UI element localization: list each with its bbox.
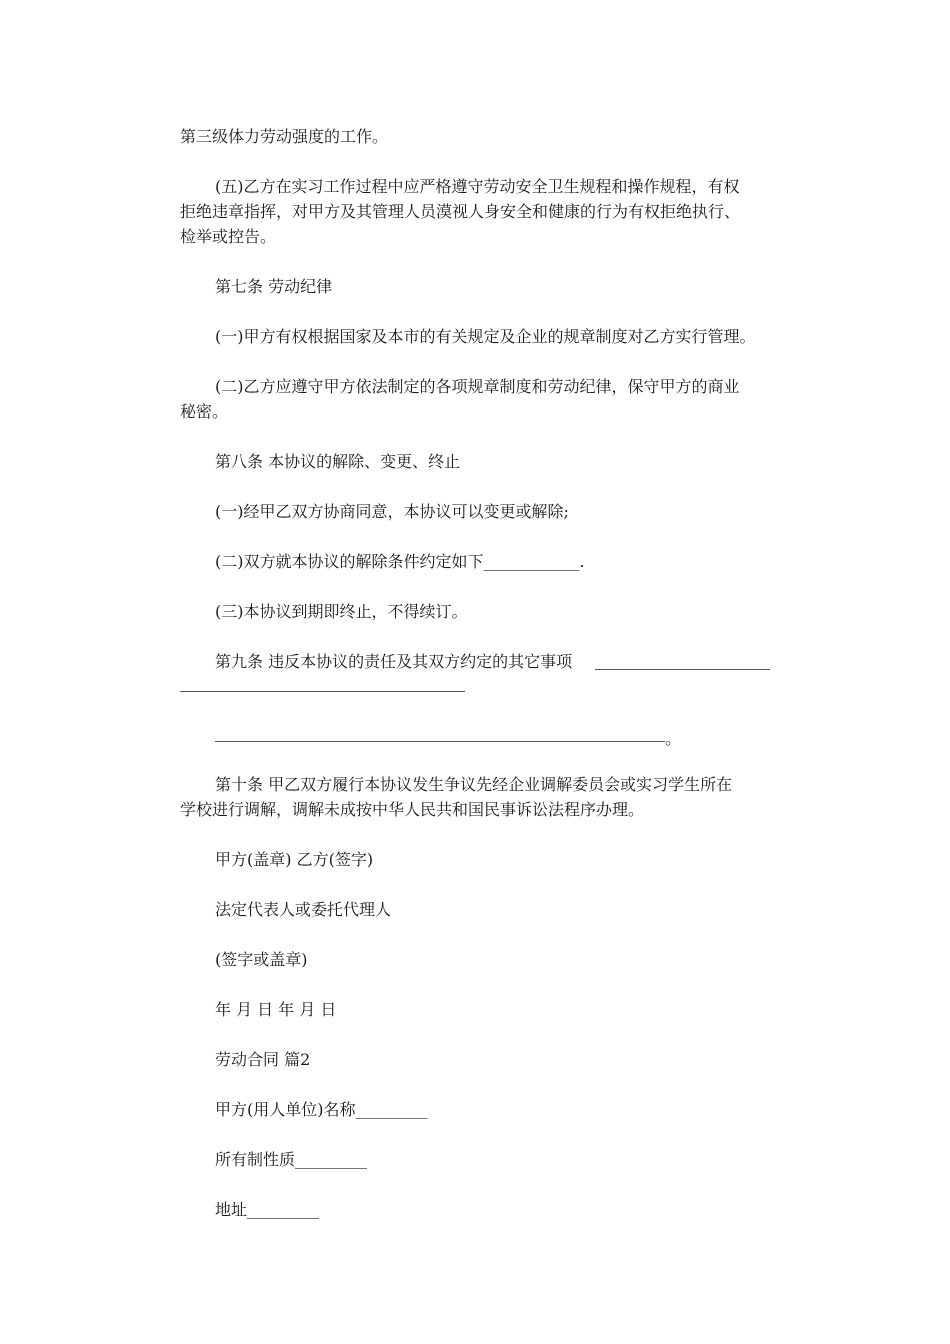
form-field-line: 所有制性质_________ xyxy=(215,1150,368,1169)
form-field-line: 甲方(用人单位)名称_________ xyxy=(215,1100,428,1119)
signature-line: (签字或盖章) xyxy=(215,950,308,969)
date-line: 年 月 日 年 月 日 xyxy=(215,1000,337,1019)
signature-line: 甲方(盖章) 乙方(签字) xyxy=(215,850,374,869)
article-heading: 第八条 本协议的解除、变更、终止 xyxy=(215,452,461,471)
form-field-line: 地址_________ xyxy=(215,1200,320,1219)
article-heading: 第九条 违反本协议的责任及其双方约定的其它事项 xyxy=(215,652,573,671)
paragraph-line: 。 xyxy=(665,729,682,748)
paragraph-line: (一)经甲乙双方协商同意，本协议可以变更或解除; xyxy=(215,502,569,521)
paragraph-line: (二)双方就本协议的解除条件约定如下____________. xyxy=(215,552,585,571)
paragraph-line: (五)乙方在实习工作过程中应严格遵守劳动安全卫生规程和操作规程，有权 xyxy=(215,177,740,196)
article-heading: 第十条 甲乙双方履行本协议发生争议先经企业调解委员会或实习学生所在 xyxy=(215,775,733,794)
signature-line: 法定代表人或委托代理人 xyxy=(215,900,392,919)
paragraph-line: (三)本协议到期即终止，不得续订。 xyxy=(215,602,468,621)
paragraph-line: 学校进行调解，调解未成按中华人民共和国民事诉讼法程序办理。 xyxy=(180,800,645,819)
paragraph-line: 检举或控告。 xyxy=(180,227,277,246)
blank-fill-line xyxy=(180,691,465,692)
paragraph-line: (一)甲方有权根据国家及本市的有关规定及企业的规章制度对乙方实行管理。 xyxy=(215,327,756,346)
blank-fill-line xyxy=(595,669,770,670)
blank-fill-line xyxy=(215,741,665,742)
paragraph-line: 第三级体力劳动强度的工作。 xyxy=(180,127,389,146)
article-heading: 第七条 劳动纪律 xyxy=(215,277,333,296)
paragraph-line: 拒绝违章指挥，对甲方及其管理人员漠视人身安全和健康的行为有权拒绝执行、 xyxy=(180,202,741,221)
section-heading: 劳动合同 篇2 xyxy=(215,1050,311,1069)
paragraph-line: 秘密。 xyxy=(180,402,229,421)
paragraph-line: (二)乙方应遵守甲方依法制定的各项规章制度和劳动纪律，保守甲方的商业 xyxy=(215,377,740,396)
